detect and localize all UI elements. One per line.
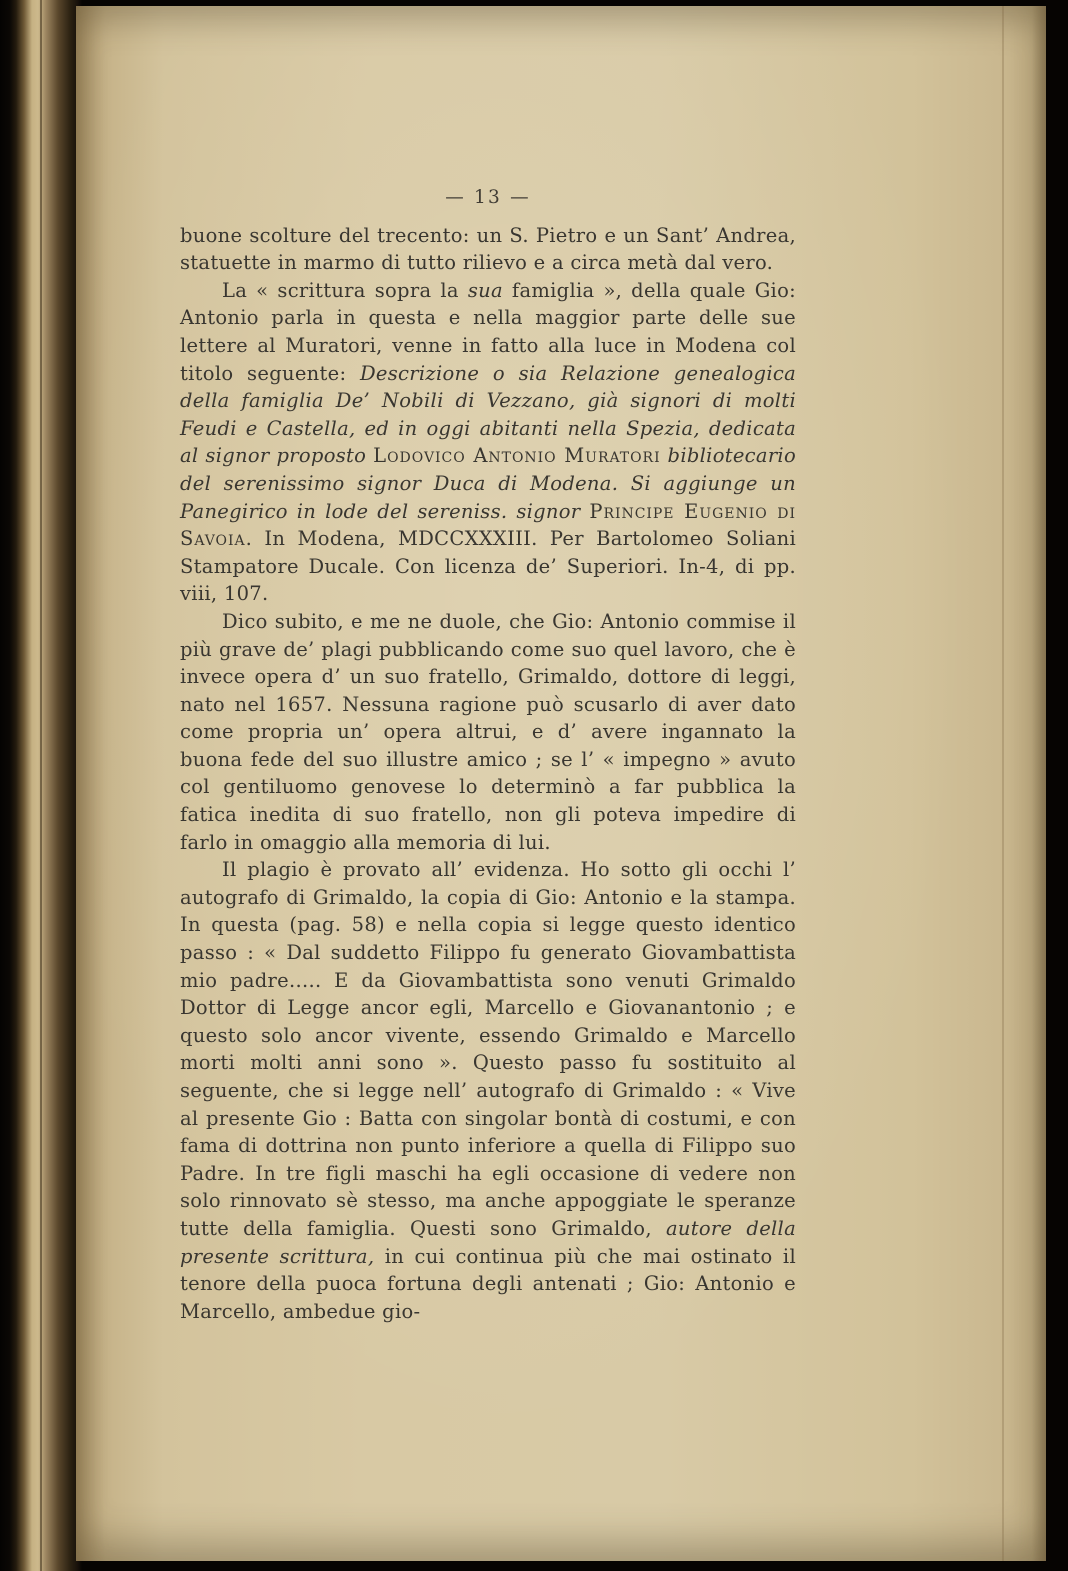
text-block [180, 184, 796, 1325]
underlying-page-edge [1002, 6, 1004, 1561]
text-segment-normal: . In Modena, MDCCXXXIII. Per Bartolomeo Soliani Stampatore Ducale. Con licenza de’ Superiori. In-4, di pp. viii, 107. [180, 527, 796, 606]
paragraph [180, 856, 796, 1325]
book-binding-edge [0, 0, 82, 1571]
text-segment-italic: Descrizione o sia Relazione genealogica della famiglia De’ Nobili di Vezzano, già signori di molti Feudi e Castella, ed in oggi abitanti nella Spezia, dedicata al signor proposto [180, 361, 796, 468]
text-segment-normal: La « scrittura sopra la [222, 278, 468, 302]
book-page [76, 6, 1046, 1561]
text-segment-normal: Dico subito, e me ne duole, che Gio: Antonio commise il più grave de’ plagi pubblicando come suo quel lavoro, che è invece opera d’ un suo fratello, Grimaldo, dottore di leggi, nato nel 1657. Nessuna ragione può scusarlo di aver dato come propria un’ opera altrui, e d’ avere ingannato la buona fede del suo illustre amico ; se l’ « impegno » avuto col gentiluomo genovese lo determinò a far pubblica la fatica inedita di suo fratello, non gli poteva impedire di farlo in omaggio alla memoria di lui. [180, 609, 796, 854]
page-edge-line [40, 0, 42, 1571]
text-segment-italic: sua [467, 278, 503, 302]
paragraph [180, 222, 796, 277]
text-segment-italic: bibliotecario del serenissimo signor Duca di Modena. Si aggiunge un Panegirico in lode del sereniss. signor [180, 444, 796, 523]
text-segment-normal: famiglia », della quale Gio: Antonio parla in questa e nella maggior parte delle sue lettere al Muratori, venne in fatto alla luce in Modena col titolo seguente: [180, 278, 796, 385]
text-segment-smallcaps: Lodovico Antonio Muratori [373, 444, 661, 468]
text-segment-normal: buone scolture del trecento: un S. Pietro e un Sant’ Andrea, statuette in marmo di tutto rilievo e a circa metà dal vero. [180, 223, 796, 275]
text-segment-normal: in cui continua più che mai ostinato il tenore della puoca fortuna degli antenati ; Gio: Antonio e Marcello, ambedue gio- [180, 1244, 796, 1323]
text-segment-italic: autore della presente scrittura, [180, 1216, 797, 1268]
page-right-edge-shadow [1032, 6, 1046, 1561]
paragraph [180, 277, 796, 608]
paragraph [180, 608, 796, 856]
text-segment-smallcaps: Principe Eugenio di Savoia [180, 499, 796, 551]
text-segment-normal: Il plagio è provato all’ evidenza. Ho sotto gli occhi l’ autografo di Grimaldo, la copia di Gio: Antonio e la stampa. In questa (pag. 58) e nella copia si legge questo identico passo : « Dal suddetto Filippo fu generato Giovambattista mio padre..... E da Giovambattista sono venuti Grimaldo Dottor di Legge ancor egli, Marcello e Giovanantonio ; e questo solo ancor vivente, essendo Grimaldo e Marcello morti molti anni sono ». Questo passo fu sostituito al seguente, che si legge nell’ autografo di Grimaldo : « Vive al presente Gio : Batta con singolar bontà di costumi, e con fama di dottrina non punto inferiore a quella di Filippo suo Padre. In tre figli maschi ha egli occasione di vedere non solo rinnovato sè stesso, ma anche appoggiate le speranze tutte della famiglia. Questi sono Grimaldo, [180, 858, 796, 1240]
page-number: — 13 — [445, 187, 531, 208]
